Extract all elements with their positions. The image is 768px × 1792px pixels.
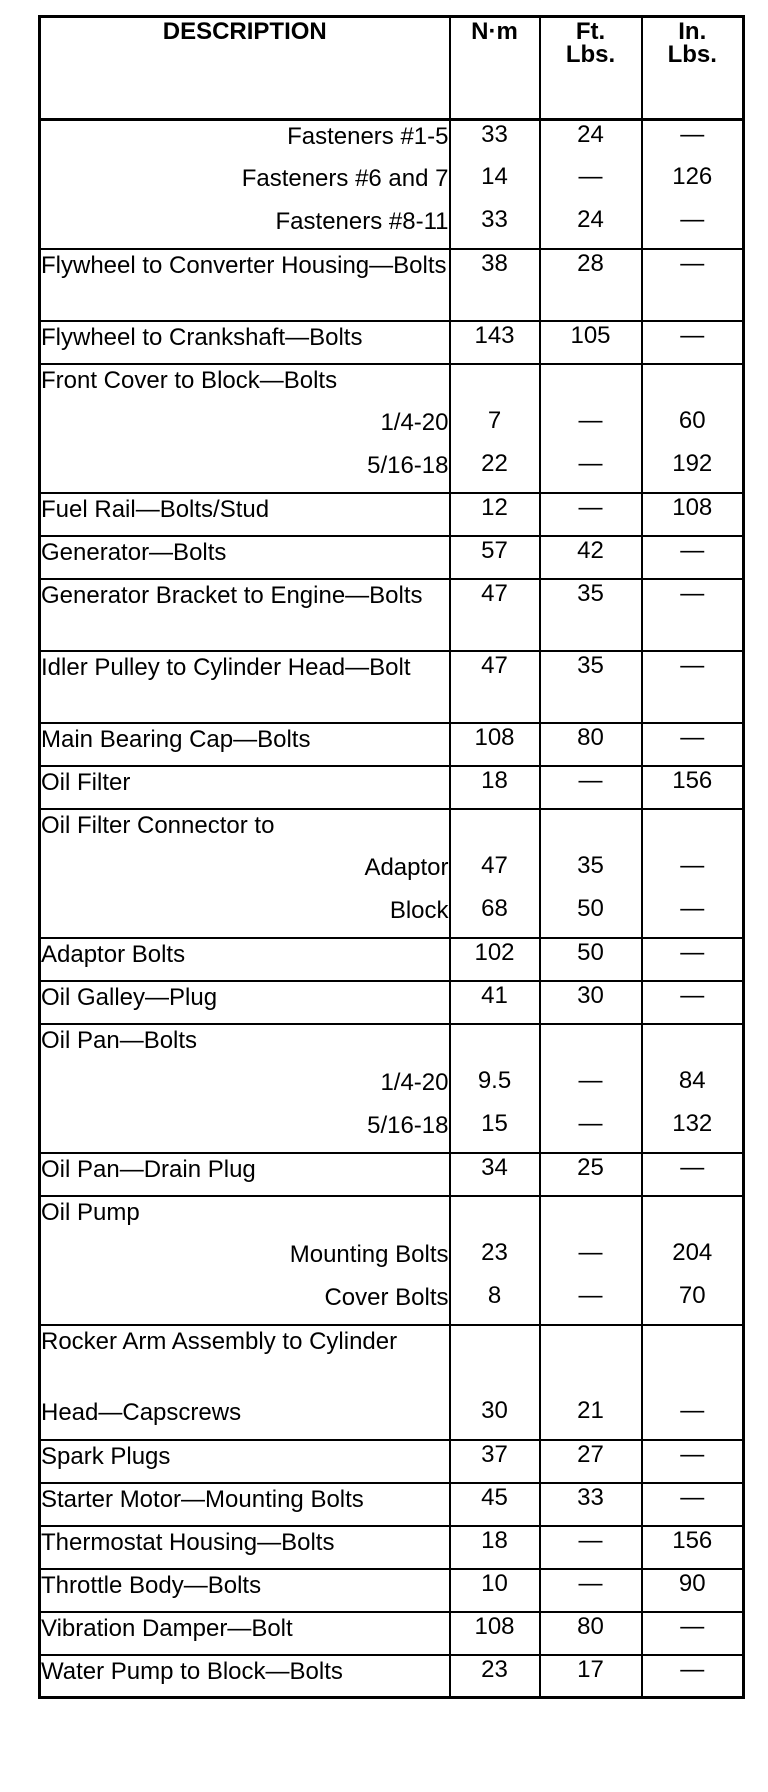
table-body	[40, 120, 744, 1698]
description-cell: Adaptor	[40, 852, 450, 895]
nm-cell	[450, 809, 540, 852]
table-row	[40, 321, 744, 364]
nm-cell: 33	[450, 120, 540, 163]
description-cell: Generator Bracket to Engine—Bolts	[40, 579, 450, 651]
description-cell: Rocker Arm Assembly to Cylinder	[40, 1325, 450, 1397]
description-cell: Throttle Body—Bolts	[40, 1569, 450, 1612]
description-cell: Oil Galley—Plug	[40, 981, 450, 1024]
ft-lbs-cell: 35	[540, 651, 642, 723]
ft-lbs-cell: 105	[540, 321, 642, 364]
nm-cell: 10	[450, 1569, 540, 1612]
table-row	[40, 579, 744, 651]
ft-lbs-cell: —	[540, 1282, 642, 1325]
description-cell: Front Cover to Block—Bolts	[40, 364, 450, 407]
ft-lbs-cell: 30	[540, 981, 642, 1024]
nm-cell: 143	[450, 321, 540, 364]
header-ft-line2: Lbs.	[565, 41, 616, 68]
description-cell: 5/16-18	[40, 450, 450, 493]
table-row	[40, 120, 744, 163]
ft-lbs-cell: 50	[540, 895, 642, 938]
header-description: DESCRIPTION	[40, 17, 450, 120]
ft-lbs-cell	[540, 1325, 642, 1397]
nm-cell: 14	[450, 163, 540, 206]
table-row	[40, 1239, 744, 1282]
ft-lbs-cell: —	[540, 1569, 642, 1612]
nm-cell: 22	[450, 450, 540, 493]
description-cell: Oil Filter Connector to	[40, 809, 450, 852]
in-lbs-cell: —	[642, 1397, 744, 1440]
ft-lbs-cell: —	[540, 766, 642, 809]
ft-lbs-cell: —	[540, 163, 642, 206]
in-lbs-cell: —	[642, 651, 744, 723]
description-cell: Generator—Bolts	[40, 536, 450, 579]
in-lbs-cell: 108	[642, 493, 744, 536]
in-lbs-cell: —	[642, 120, 744, 163]
table-row	[40, 249, 744, 321]
table-row	[40, 1483, 744, 1526]
description-cell: Block	[40, 895, 450, 938]
nm-cell: 68	[450, 895, 540, 938]
in-lbs-cell: —	[642, 1612, 744, 1655]
nm-cell	[450, 1325, 540, 1397]
in-lbs-cell: —	[642, 321, 744, 364]
nm-cell: 34	[450, 1153, 540, 1196]
in-lbs-cell: 84	[642, 1067, 744, 1110]
table-row	[40, 163, 744, 206]
description-cell: Idler Pulley to Cylinder Head—Bolt	[40, 651, 450, 723]
ft-lbs-cell: —	[540, 1239, 642, 1282]
ft-lbs-cell: —	[540, 1110, 642, 1153]
in-lbs-cell: 70	[642, 1282, 744, 1325]
header-ft-line1: Ft.	[575, 18, 606, 45]
description-cell: Oil Filter	[40, 766, 450, 809]
table-row	[40, 1569, 744, 1612]
nm-cell: 108	[450, 1612, 540, 1655]
nm-cell: 45	[450, 1483, 540, 1526]
ft-lbs-cell: 35	[540, 852, 642, 895]
ft-lbs-cell: 17	[540, 1655, 642, 1698]
description-cell: Fasteners #6 and 7	[40, 163, 450, 206]
nm-cell: 33	[450, 206, 540, 249]
table-row	[40, 1067, 744, 1110]
description-cell: 1/4-20	[40, 1067, 450, 1110]
nm-cell: 30	[450, 1397, 540, 1440]
table-row	[40, 723, 744, 766]
in-lbs-cell: —	[642, 579, 744, 651]
description-cell: Adaptor Bolts	[40, 938, 450, 981]
description-cell: Oil Pump	[40, 1196, 450, 1239]
in-lbs-cell: —	[642, 536, 744, 579]
nm-cell: 18	[450, 766, 540, 809]
table-row	[40, 1153, 744, 1196]
in-lbs-cell: 60	[642, 407, 744, 450]
description-cell: Oil Pan—Drain Plug	[40, 1153, 450, 1196]
description-cell: Mounting Bolts	[40, 1239, 450, 1282]
ft-lbs-cell: 25	[540, 1153, 642, 1196]
nm-cell: 41	[450, 981, 540, 1024]
ft-lbs-cell	[540, 1024, 642, 1067]
table-row	[40, 1397, 744, 1440]
table-row	[40, 1526, 744, 1569]
in-lbs-cell: 156	[642, 766, 744, 809]
nm-cell: 47	[450, 852, 540, 895]
nm-cell	[450, 1024, 540, 1067]
ft-lbs-cell	[540, 364, 642, 407]
nm-cell: 108	[450, 723, 540, 766]
table-row	[40, 938, 744, 981]
in-lbs-cell: —	[642, 981, 744, 1024]
in-lbs-cell	[642, 1024, 744, 1067]
table-row	[40, 206, 744, 249]
nm-cell: 37	[450, 1440, 540, 1483]
nm-cell: 7	[450, 407, 540, 450]
in-lbs-cell	[642, 809, 744, 852]
in-lbs-cell: —	[642, 723, 744, 766]
description-cell: Head—Capscrews	[40, 1397, 450, 1440]
nm-cell: 12	[450, 493, 540, 536]
description-cell: Oil Pan—Bolts	[40, 1024, 450, 1067]
table-row	[40, 651, 744, 723]
description-cell: 5/16-18	[40, 1110, 450, 1153]
in-lbs-cell: 90	[642, 1569, 744, 1612]
in-lbs-cell: —	[642, 852, 744, 895]
table-row	[40, 1612, 744, 1655]
in-lbs-cell: 156	[642, 1526, 744, 1569]
ft-lbs-cell: 33	[540, 1483, 642, 1526]
description-cell: Fasteners #1-5	[40, 120, 450, 163]
table-row	[40, 852, 744, 895]
nm-cell: 15	[450, 1110, 540, 1153]
table-row	[40, 493, 744, 536]
nm-cell: 57	[450, 536, 540, 579]
in-lbs-cell	[642, 1196, 744, 1239]
description-cell: Spark Plugs	[40, 1440, 450, 1483]
nm-cell	[450, 1196, 540, 1239]
ft-lbs-cell: —	[540, 450, 642, 493]
in-lbs-cell: —	[642, 249, 744, 321]
in-lbs-cell: 126	[642, 163, 744, 206]
description-cell: Main Bearing Cap—Bolts	[40, 723, 450, 766]
table-row	[40, 1282, 744, 1325]
header-in-line1: In.	[678, 18, 707, 45]
description-cell: Vibration Damper—Bolt	[40, 1612, 450, 1655]
in-lbs-cell: —	[642, 1153, 744, 1196]
table-row	[40, 364, 744, 407]
ft-lbs-cell: 50	[540, 938, 642, 981]
table-row	[40, 895, 744, 938]
description-cell: 1/4-20	[40, 407, 450, 450]
ft-lbs-cell	[540, 1196, 642, 1239]
table-header-row	[40, 17, 744, 120]
ft-lbs-cell: 80	[540, 723, 642, 766]
ft-lbs-cell: 80	[540, 1612, 642, 1655]
description-cell: Fasteners #8-11	[40, 206, 450, 249]
ft-lbs-cell: 28	[540, 249, 642, 321]
in-lbs-cell: 204	[642, 1239, 744, 1282]
table-row	[40, 1196, 744, 1239]
description-cell: Cover Bolts	[40, 1282, 450, 1325]
table-row	[40, 1325, 744, 1397]
table-row	[40, 981, 744, 1024]
table-row	[40, 1110, 744, 1153]
nm-cell: 18	[450, 1526, 540, 1569]
ft-lbs-cell: 24	[540, 206, 642, 249]
nm-cell: 9.5	[450, 1067, 540, 1110]
table-row	[40, 1440, 744, 1483]
nm-cell: 47	[450, 651, 540, 723]
nm-cell: 23	[450, 1655, 540, 1698]
nm-cell: 23	[450, 1239, 540, 1282]
in-lbs-cell: —	[642, 938, 744, 981]
in-lbs-cell: 192	[642, 450, 744, 493]
ft-lbs-cell: 21	[540, 1397, 642, 1440]
in-lbs-cell: 132	[642, 1110, 744, 1153]
ft-lbs-cell: 24	[540, 120, 642, 163]
description-cell: Water Pump to Block—Bolts	[40, 1655, 450, 1698]
table-row	[40, 1024, 744, 1067]
ft-lbs-cell: —	[540, 493, 642, 536]
table-row	[40, 1655, 744, 1698]
in-lbs-cell: —	[642, 1440, 744, 1483]
nm-cell: 102	[450, 938, 540, 981]
description-cell: Thermostat Housing—Bolts	[40, 1526, 450, 1569]
ft-lbs-cell: —	[540, 1526, 642, 1569]
header-inch-pounds	[642, 17, 744, 120]
in-lbs-cell: —	[642, 206, 744, 249]
header-foot-pounds	[540, 17, 642, 120]
table-row	[40, 407, 744, 450]
ft-lbs-cell: 35	[540, 579, 642, 651]
table-row	[40, 450, 744, 493]
table-row	[40, 809, 744, 852]
in-lbs-cell: —	[642, 895, 744, 938]
header-in-line2: Lbs.	[667, 41, 717, 68]
table-row	[40, 536, 744, 579]
in-lbs-cell	[642, 364, 744, 407]
ft-lbs-cell: 42	[540, 536, 642, 579]
description-cell: Flywheel to Crankshaft—Bolts	[40, 321, 450, 364]
nm-cell	[450, 364, 540, 407]
nm-cell: 38	[450, 249, 540, 321]
ft-lbs-cell: —	[540, 1067, 642, 1110]
description-cell: Starter Motor—Mounting Bolts	[40, 1483, 450, 1526]
header-newton-meters: N·m	[450, 17, 540, 120]
nm-cell: 47	[450, 579, 540, 651]
ft-lbs-cell	[540, 809, 642, 852]
ft-lbs-cell: —	[540, 407, 642, 450]
in-lbs-cell: —	[642, 1483, 744, 1526]
ft-lbs-cell: 27	[540, 1440, 642, 1483]
nm-cell: 8	[450, 1282, 540, 1325]
description-cell: Flywheel to Converter Housing—Bolts	[40, 249, 450, 321]
table-row	[40, 766, 744, 809]
in-lbs-cell	[642, 1325, 744, 1397]
description-cell: Fuel Rail—Bolts/Stud	[40, 493, 450, 536]
in-lbs-cell: —	[642, 1655, 744, 1698]
torque-specification-table	[38, 15, 745, 1699]
